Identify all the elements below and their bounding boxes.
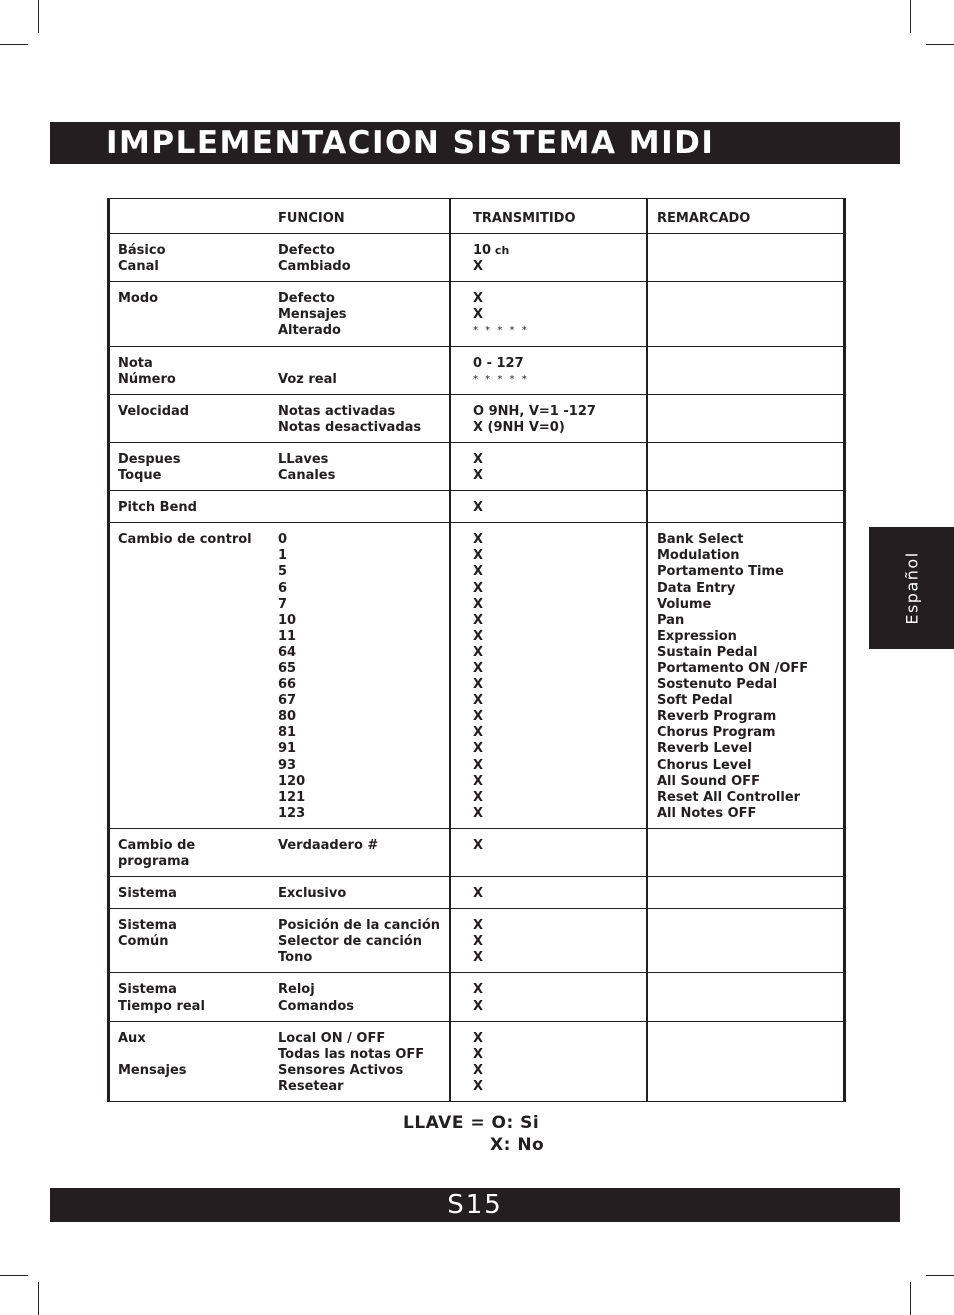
funcion-line: Resetear — [278, 1078, 344, 1094]
cell-transmitido — [450, 394, 647, 442]
row-label-line: Sistema — [118, 918, 177, 934]
transmitido-line: X — [473, 291, 484, 307]
remarcado-line: Chorus Level — [657, 757, 752, 773]
table-row — [109, 442, 845, 490]
transmitido-line: X — [473, 1046, 484, 1062]
cell-row-label — [109, 877, 279, 909]
row-label-line: Canal — [118, 259, 159, 275]
funcion-line — [278, 356, 449, 372]
funcion-line: Cambiado — [278, 259, 351, 275]
cell-funcion — [278, 442, 450, 490]
cell-funcion — [278, 491, 450, 523]
remarcado-line: Expression — [657, 628, 737, 644]
page-title: IMPLEMENTACION SISTEMA MIDI — [106, 125, 715, 161]
funcion-line: Local ON / OFF — [278, 1030, 386, 1046]
table-body — [109, 234, 845, 1102]
row-label-line: Sistema — [118, 886, 177, 902]
transmitido-line: X — [473, 693, 484, 709]
cell-remarcado — [647, 394, 845, 442]
transmitido-line: X — [473, 451, 484, 467]
funcion-line: Comandos — [278, 998, 355, 1014]
remarcado-line: Soft Pedal — [657, 693, 733, 709]
funcion-line: Defecto — [278, 243, 335, 259]
transmitido-line: X — [473, 934, 484, 950]
remarcado-line: Modulation — [657, 548, 740, 564]
legend — [403, 1112, 544, 1156]
funcion-line: Defecto — [278, 291, 335, 307]
cell-remarcado — [647, 282, 845, 346]
row-label-line: Sistema — [118, 982, 177, 998]
funcion-line: 7 — [278, 596, 288, 612]
crop-mark — [0, 1275, 28, 1276]
crop-mark — [910, 0, 911, 33]
cell-row-label — [109, 442, 279, 490]
funcion-line: Exclusivo — [278, 886, 347, 902]
title-bar — [50, 122, 900, 164]
crop-mark — [910, 1282, 911, 1315]
row-label-line: Despues — [118, 451, 181, 467]
cell-row-label — [109, 909, 279, 973]
row-label-line: Tiempo real — [118, 998, 205, 1014]
header-funcion: FUNCION — [278, 211, 345, 226]
transmitido-line: X — [473, 998, 484, 1014]
remarcado-line: All Sound OFF — [657, 773, 760, 789]
cell-transmitido — [450, 877, 647, 909]
cell-row-label — [109, 394, 279, 442]
cell-row-label — [109, 1021, 279, 1101]
transmitido-line: X — [473, 596, 484, 612]
page-number: S15 — [447, 1190, 503, 1220]
transmitido-line: 0 - 127 — [473, 355, 524, 371]
funcion-line: 6 — [278, 580, 288, 596]
transmitido-line: X — [473, 709, 484, 725]
cell-funcion — [278, 877, 450, 909]
transmitido-line: X — [473, 468, 484, 484]
row-label-line: Velocidad — [118, 403, 190, 419]
remarcado-line: Reverb Level — [657, 741, 753, 757]
transmitido-line: X — [473, 789, 484, 805]
funcion-line: 11 — [278, 628, 297, 644]
row-label-line: Común — [118, 934, 169, 950]
funcion-line: Notas desactivadas — [278, 419, 422, 435]
cell-funcion — [278, 523, 450, 829]
funcion-line: 5 — [278, 564, 288, 580]
table-row — [109, 909, 845, 973]
cell-funcion — [278, 973, 450, 1021]
crop-mark — [38, 1282, 39, 1315]
funcion-line: 91 — [278, 741, 297, 757]
transmitido-line: X — [473, 532, 484, 548]
funcion-line: Alterado — [278, 323, 341, 339]
cell-funcion — [278, 282, 450, 346]
funcion-line: 93 — [278, 757, 297, 773]
transmitido-line: X — [473, 644, 484, 660]
remarcado-line: Bank Select — [657, 532, 744, 548]
transmitido-line: X — [473, 982, 484, 998]
crop-mark — [926, 1275, 954, 1276]
funcion-line: 66 — [278, 677, 297, 693]
midi-implementation-table — [107, 198, 846, 1102]
remarcado-line: Data Entry — [657, 580, 736, 596]
cell-transmitido — [450, 234, 647, 282]
legend-line-1: LLAVE = O: Si — [403, 1113, 540, 1133]
transmitido-line: X — [473, 500, 484, 516]
funcion-line: Mensajes — [278, 307, 347, 323]
row-label-line: programa — [118, 854, 190, 869]
cell-funcion — [278, 1021, 450, 1101]
cell-funcion — [278, 394, 450, 442]
language-tab — [869, 527, 954, 649]
table-row — [109, 394, 845, 442]
funcion-line: Todas las notas OFF — [278, 1046, 425, 1062]
cell-transmitido — [450, 442, 647, 490]
transmitido-line: X — [473, 805, 484, 821]
crop-mark — [926, 44, 954, 45]
cell-transmitido — [450, 973, 647, 1021]
cell-transmitido — [450, 282, 647, 346]
transmitido-line: X — [473, 886, 484, 902]
footer-bar — [50, 1188, 900, 1222]
cell-remarcado — [647, 491, 845, 523]
cell-transmitido — [450, 346, 647, 394]
cell-row-label — [109, 346, 279, 394]
row-label-line: Aux — [118, 1030, 146, 1046]
funcion-line: Verdaadero # — [278, 837, 379, 853]
transmitido-line: X — [473, 259, 484, 275]
cell-remarcado — [647, 877, 845, 909]
cell-remarcado — [647, 1021, 845, 1101]
table-row — [109, 877, 845, 909]
funcion-line: LLaves — [278, 451, 329, 467]
table-row — [109, 1021, 845, 1101]
funcion-line: 1 — [278, 548, 288, 564]
remarcado-line: Reset All Controller — [657, 789, 801, 805]
cell-remarcado — [647, 973, 845, 1021]
funcion-line: 10 — [278, 612, 297, 628]
funcion-line: 123 — [278, 805, 306, 821]
cell-remarcado — [647, 234, 845, 282]
transmitido-line: X — [473, 773, 484, 789]
remarcado-line: All Notes OFF — [657, 805, 757, 821]
remarcado-line: Portamento Time — [657, 564, 784, 580]
funcion-line: 81 — [278, 725, 297, 741]
remarcado-line: Pan — [657, 612, 685, 628]
cell-funcion — [278, 828, 450, 876]
transmitido-line: X — [473, 1062, 484, 1078]
transmitido-line: * * * * * — [473, 373, 529, 385]
cell-funcion — [278, 909, 450, 973]
row-label-line: Pitch Bend — [118, 500, 197, 516]
funcion-line: Canales — [278, 468, 336, 484]
funcion-line: Reloj — [278, 982, 315, 998]
cell-transmitido — [450, 909, 647, 973]
funcion-line: 67 — [278, 693, 297, 709]
legend-line-2: X: No — [490, 1135, 545, 1155]
funcion-line: Sensores Activos — [278, 1062, 404, 1078]
funcion-line: 0 — [278, 532, 288, 548]
funcion-line: Notas activadas — [278, 403, 396, 419]
header-empty — [109, 199, 279, 234]
transmitido-line: X — [473, 950, 484, 966]
transmitido-line: X — [473, 757, 484, 773]
transmitido-line: X (9NH V=0) — [473, 419, 565, 435]
transmitido-line: X — [473, 1030, 484, 1046]
header-transmitido: TRANSMITIDO — [450, 199, 647, 234]
table-row — [109, 234, 845, 282]
cell-row-label — [109, 282, 279, 346]
table-row — [109, 282, 845, 346]
transmitido-line: * * * * * — [473, 325, 529, 337]
cell-transmitido — [450, 828, 647, 876]
transmitido-line: X — [473, 307, 484, 323]
transmitido-line: X — [473, 660, 484, 676]
transmitido-line: X — [473, 548, 484, 564]
transmitido-line: X — [473, 1078, 484, 1094]
funcion-line: Tono — [278, 950, 313, 966]
table-row — [109, 491, 845, 523]
table-row — [109, 523, 845, 829]
row-label-line: Toque — [118, 468, 162, 484]
row-label-line: Cambio de — [118, 837, 196, 853]
cell-remarcado — [647, 442, 845, 490]
remarcado-line: Sustain Pedal — [657, 644, 758, 660]
row-label-line: Modo — [118, 291, 159, 307]
remarcado-line: Portamento ON /OFF — [657, 660, 809, 676]
transmitido-line: O 9NH, V=1 -127 — [473, 403, 596, 419]
crop-mark — [0, 44, 28, 45]
cell-row-label — [109, 973, 279, 1021]
funcion-line: 64 — [278, 644, 297, 660]
table-header-row — [109, 199, 845, 234]
cell-row-label — [109, 491, 279, 523]
funcion-line: Voz real — [278, 371, 337, 387]
transmitido-line: X — [473, 837, 484, 853]
row-label-line — [118, 1047, 278, 1063]
transmitido-line: X — [473, 580, 484, 596]
cell-transmitido — [450, 523, 647, 829]
cell-remarcado — [647, 909, 845, 973]
row-label-line: Número — [118, 371, 176, 387]
cell-remarcado — [647, 523, 845, 829]
transmitido-line: X — [473, 741, 484, 757]
funcion-line: 65 — [278, 660, 297, 676]
funcion-line: Posición de la canción — [278, 918, 441, 934]
cell-funcion — [278, 346, 450, 394]
row-label-line: Cambio de control — [118, 532, 252, 548]
table-row — [109, 828, 845, 876]
table-row — [109, 973, 845, 1021]
header-remarcado: REMARCADO — [647, 199, 845, 234]
funcion-line: 121 — [278, 789, 306, 805]
funcion-line: Selector de canción — [278, 934, 422, 950]
table-row — [109, 346, 845, 394]
crop-mark — [38, 0, 39, 33]
row-label-line: Nota — [118, 355, 153, 371]
remarcado-line: Sostenuto Pedal — [657, 677, 778, 693]
funcion-line: 80 — [278, 709, 297, 725]
remarcado-line: Volume — [657, 596, 712, 612]
cell-row-label — [109, 523, 279, 829]
cell-remarcado — [647, 828, 845, 876]
transmitido-line: X — [473, 612, 484, 628]
funcion-line: 120 — [278, 773, 306, 789]
language-tab-label: Español — [902, 551, 921, 625]
cell-row-label — [109, 234, 279, 282]
cell-transmitido — [450, 1021, 647, 1101]
channel-suffix: ch — [491, 244, 510, 258]
transmitido-line: X — [473, 677, 484, 693]
cell-transmitido — [450, 491, 647, 523]
transmitido-line: X — [473, 725, 484, 741]
cell-funcion — [278, 234, 450, 282]
transmitido-line: X — [473, 628, 484, 644]
remarcado-line: Chorus Program — [657, 725, 776, 741]
transmitido-line: X — [473, 564, 484, 580]
row-label-line: Básico — [118, 243, 166, 259]
transmitido-line: 10 ch — [473, 243, 510, 259]
remarcado-line: Reverb Program — [657, 709, 777, 725]
row-label-line: Mensajes — [118, 1062, 187, 1078]
cell-remarcado — [647, 346, 845, 394]
cell-row-label — [109, 828, 279, 876]
transmitido-line: X — [473, 918, 484, 934]
